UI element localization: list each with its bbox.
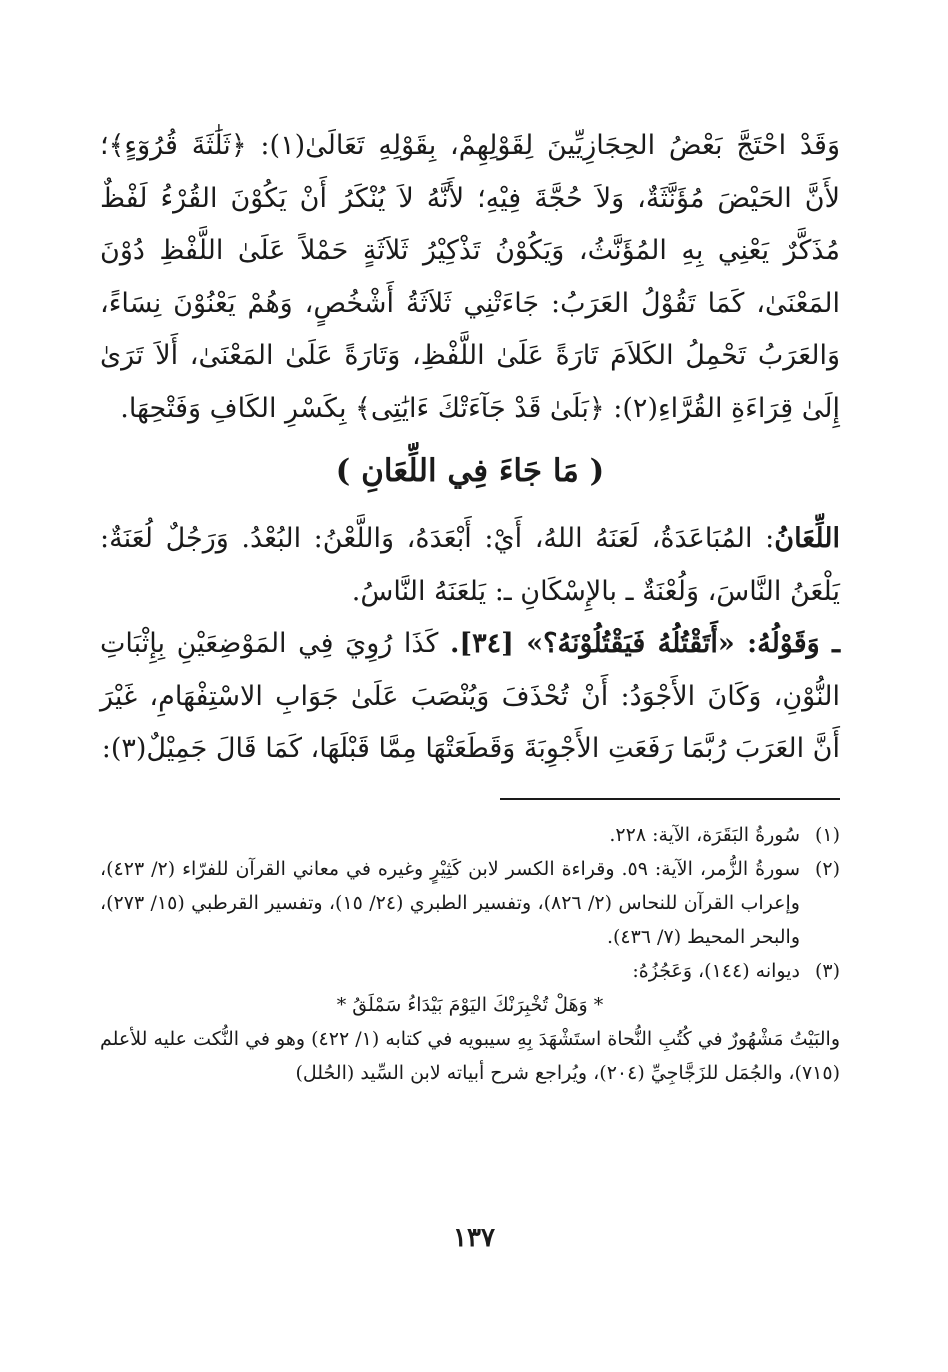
footnote-text: ديوانه (١٤٤)، وَعَجُزُهُ: bbox=[632, 959, 800, 982]
paragraph-3 bbox=[100, 618, 840, 776]
footnote-text: سُورةُ البَقَرَة، الآية: ٢٢٨. bbox=[609, 823, 800, 846]
footnote-separator-wrap bbox=[100, 798, 840, 800]
page-number: ١٣٧ bbox=[453, 1223, 495, 1253]
footnote-verse: * وَهَلْ تُخْبِرَنْكَ اليَوْمَ بَيْدَاءُ سَمْلَقُ * bbox=[336, 993, 604, 1016]
footnote-number: (٢) bbox=[814, 857, 840, 880]
page-content bbox=[100, 120, 840, 1090]
paragraph-1: وَقَدْ احْتَجَّ بَعْضُ الحِجَازِيِّينَ لِقَوْلِهِمْ، بِقَوْلِهِ تَعَالَىٰ(١): ﴿ثَلَٰثَةَ قُرُوٓءٍ﴾؛ لأَنَّ الحَيْضَ مُؤَنَّثَةٌ، وَلاَ حُجَّةَ فِيْهِ؛ لأَنَّهُ لاَ يُنْكَرُ أَنْ يَكُوْنَ القُرْءُ لَفْظٌ مُذَكَّرٌ يَعْنِي بِهِ المُؤَنَّثُ، وَيَكُوْنُ تَذْكِيْرُ ثَلاَثَةٍ حَمْلاً عَلَىٰ اللَّفْظِ دُوْنَ المَعْنَىٰ، كَمَا تَقُوْلُ العَرَبُ: جَاءَتْنِي ثَلاَثَةُ أَشْخُصٍ، وَهُمْ يَعْنُوْنَ نِسَاءً، وَالعَرَبُ تَحْمِلُ الكَلاَمَ تَارَةً عَلَىٰ اللَّفْظِ، وَتَارَةً عَلَىٰ المَعْنَىٰ، أَلاَ تَرَىٰ إِلَىٰ قِرَاءَةِ القُرَّاءِ(٢): ﴿بَلَىٰ قَدْ جَآءَتْكَ ءَايَٰتِى﴾ بِكَسْرِ الكَافِ وَفَتْحِهَا. bbox=[100, 130, 841, 424]
footnote-text: سورةُ الزُّمر، الآية: ٥٩. وقراءة الكسر لابن كَثِيْرٍ وغيره في معاني القرآن للفرّاء (٢/ ٤٢٣)، وإعراب القرآن للنحاس (٢/ ٨٢٦)، وتفسير الطبري (٢٤/ ١٥)، وتفسير القرطبي (١٥/ ٢٧٣)، والبحر المحيط (٧/ ٤٣٦). bbox=[100, 857, 800, 948]
paragraph-3-text: كَذَا رُوِيَ فِي المَوْضِعَيْنِ بِإِثْبَاتِ النُّوْنِ، وَكَانَ الأَجْوَدُ: أَنْ تُحْذَفَ وَيُنْصَبَ عَلَىٰ جَوَابِ الاسْتِفْهَامِ، غَيْرَ أَنَّ العَرَبَ رُبَّمَا رَفَعَتِ الأَجْوِبَةَ وَقَطَعَتْهَا مِمَّا قَبْلَهَا، كَمَا قَالَ جَمِيْلٌ(٣): bbox=[100, 628, 840, 764]
paragraph-3-lead: ـ وَقَوْلُهُ: «أَتَقْتُلُهُ فَيَقْتُلُوْنَهُ؟» [٣٤]. bbox=[449, 628, 840, 659]
paragraph-2-text: : المُبَاعَدَةُ، لَعَنَهُ اللهُ، أَيْ: أَبْعَدَهُ، وَاللَّعْنُ: البُعْدُ. وَرَجُلٌ لُعَنَةٌ: يَلْعَنُ النَّاسَ، وَلُعْنَةٌ ـ بالإِسْكَانِ ـ: يَلعَنَهُ النَّاسُ. bbox=[100, 523, 840, 607]
footnote-separator bbox=[500, 798, 840, 800]
footnote-1 bbox=[100, 818, 840, 852]
footnote-3 bbox=[100, 954, 840, 988]
paragraph-2-lead: اللِّعَانُ bbox=[774, 523, 840, 554]
footnote-number: (٣) bbox=[814, 959, 840, 982]
footnotes bbox=[100, 818, 840, 1090]
footnote-2 bbox=[100, 852, 840, 954]
footnote-number: (١) bbox=[814, 823, 840, 846]
footnote-continuation: والبَيْتُ مَشْهُورٌ في كُتُبِ النُّحاة استَشْهَدَ بِهِ سيبويه في كتابه (١/ ٤٢٢) وهو في النُّكت عليه للأعلم (٧١٥)، والجُمَل للزَجَّاجِيِّ (٢٠٤)، ويُراجع شرح أبياته لابن السِّيد (الحُلل) bbox=[100, 1027, 840, 1084]
paragraph-2 bbox=[100, 513, 840, 618]
section-heading: ( مَا جَاءَ فِي اللِّعَانِ ) bbox=[335, 453, 605, 489]
